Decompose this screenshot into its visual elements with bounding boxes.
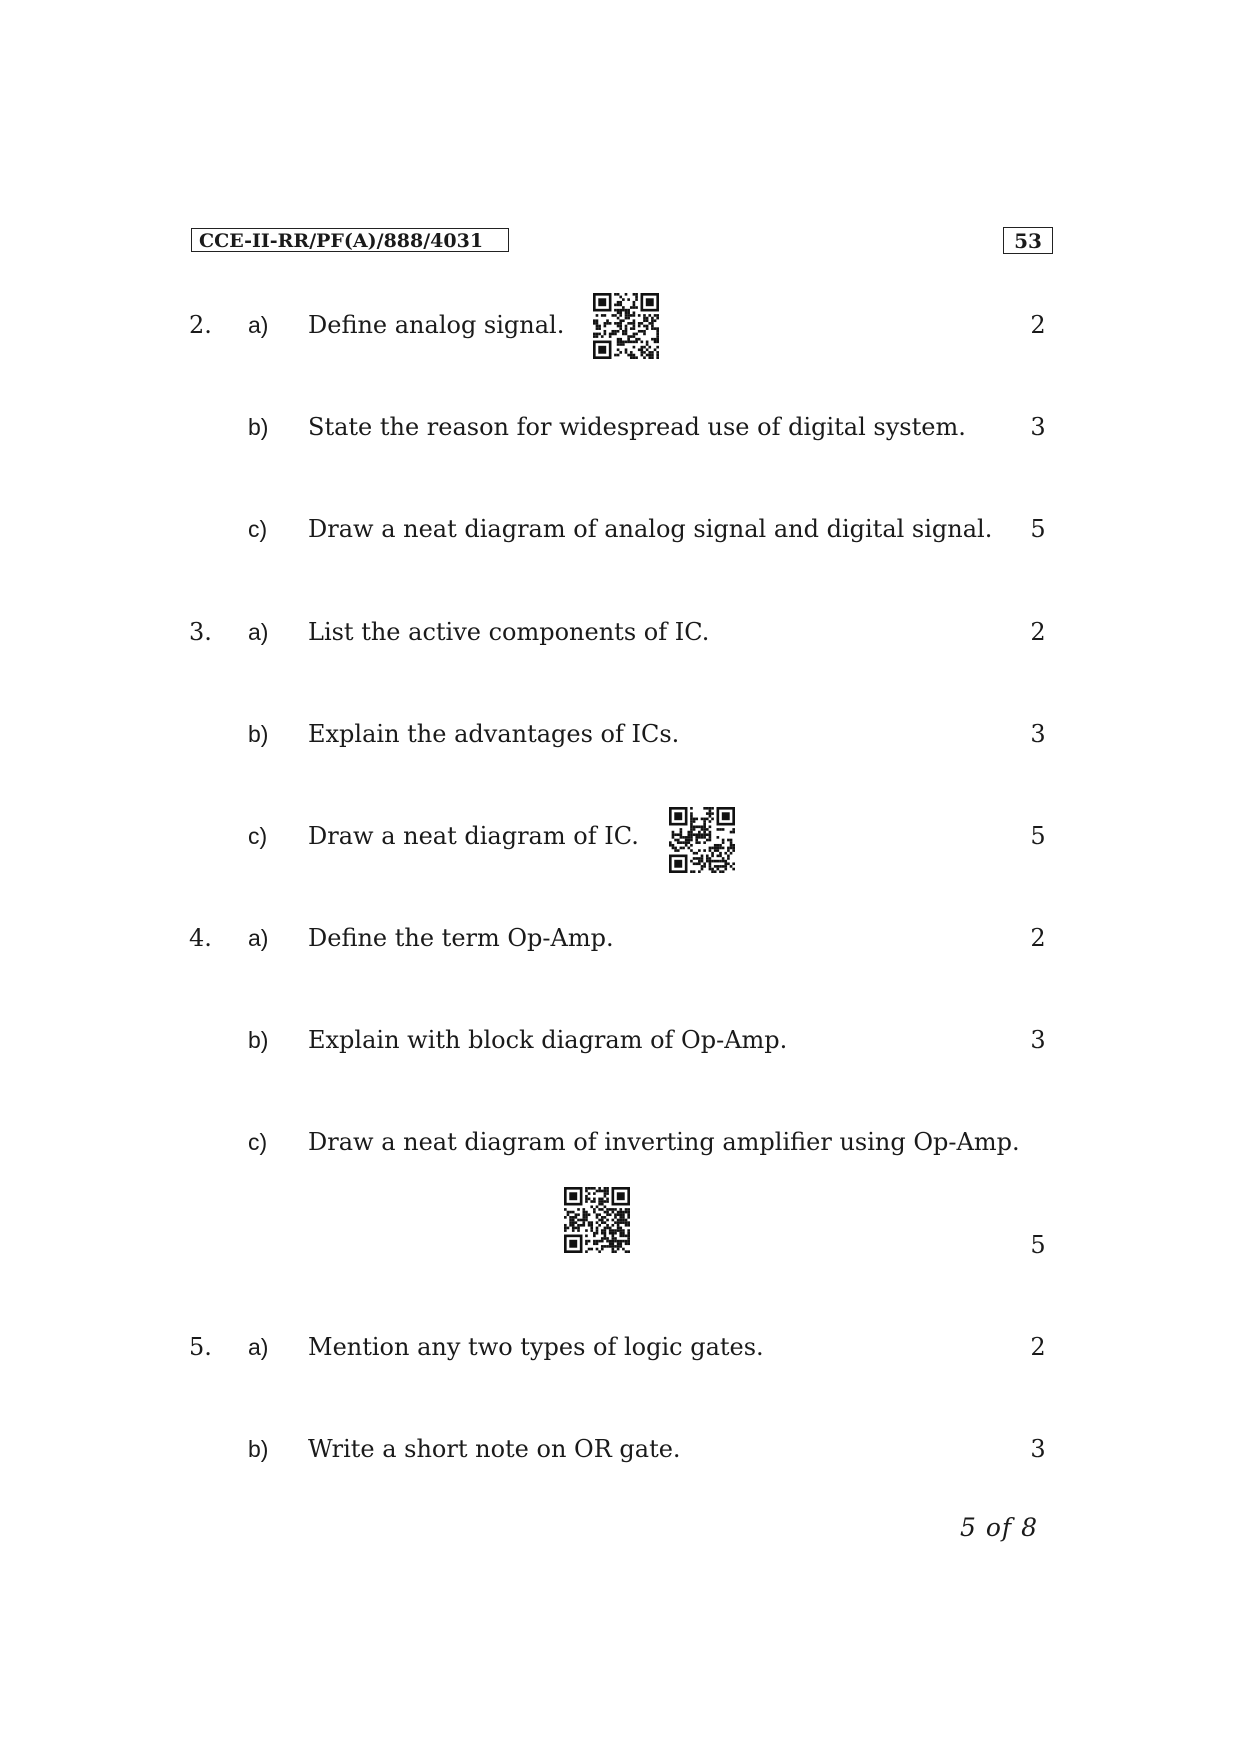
question-number-4: 4. bbox=[189, 924, 212, 952]
question-text: Define analog signal. bbox=[308, 311, 565, 339]
question-marks: 2 bbox=[1030, 311, 1046, 339]
question-marks: 3 bbox=[1030, 1026, 1046, 1054]
part-label: c) bbox=[248, 516, 268, 542]
page-indicator: 5 of 8 bbox=[960, 1513, 1039, 1542]
question-marks: 3 bbox=[1030, 720, 1046, 748]
question-text: Draw a neat diagram of analog signal and digital signal. bbox=[308, 515, 993, 543]
part-label: b) bbox=[248, 1027, 269, 1053]
question-text: Draw a neat diagram of IC. bbox=[308, 822, 639, 850]
question-number-2: 2. bbox=[189, 311, 212, 339]
qr-code-icon bbox=[564, 1187, 630, 1253]
question-text: Mention any two types of logic gates. bbox=[308, 1333, 764, 1361]
question-marks: 5 bbox=[1030, 515, 1046, 543]
question-text: Explain the advantages of ICs. bbox=[308, 720, 680, 748]
part-label: b) bbox=[248, 414, 269, 440]
paper-number: 53 bbox=[1003, 227, 1053, 254]
question-marks: 2 bbox=[1030, 1333, 1046, 1361]
question-text: Draw a neat diagram of inverting amplifier using Op-Amp. bbox=[308, 1128, 1020, 1156]
question-text: Define the term Op-Amp. bbox=[308, 924, 614, 952]
question-marks: 5 bbox=[1030, 822, 1046, 850]
question-number-3: 3. bbox=[189, 618, 212, 646]
part-label: a) bbox=[248, 1334, 269, 1360]
paper-code: CCE-II-RR/PF(A)/888/4031 bbox=[191, 228, 509, 252]
qr-code-icon bbox=[593, 293, 659, 359]
question-marks: 2 bbox=[1030, 924, 1046, 952]
question-marks: 5 bbox=[1030, 1231, 1046, 1259]
question-text: Explain with block diagram of Op-Amp. bbox=[308, 1026, 788, 1054]
part-label: b) bbox=[248, 1436, 269, 1462]
question-number-5: 5. bbox=[189, 1333, 212, 1361]
part-label: a) bbox=[248, 312, 269, 338]
question-text: List the active components of IC. bbox=[308, 618, 710, 646]
question-marks: 3 bbox=[1030, 1435, 1046, 1463]
part-label: c) bbox=[248, 823, 268, 849]
qr-code-icon bbox=[669, 807, 735, 873]
question-marks: 2 bbox=[1030, 618, 1046, 646]
part-label: b) bbox=[248, 721, 269, 747]
question-marks: 3 bbox=[1030, 413, 1046, 441]
part-label: c) bbox=[248, 1129, 268, 1155]
question-text: Write a short note on OR gate. bbox=[308, 1435, 681, 1463]
part-label: a) bbox=[248, 619, 269, 645]
question-text: State the reason for widespread use of digital system. bbox=[308, 413, 966, 441]
part-label: a) bbox=[248, 925, 269, 951]
